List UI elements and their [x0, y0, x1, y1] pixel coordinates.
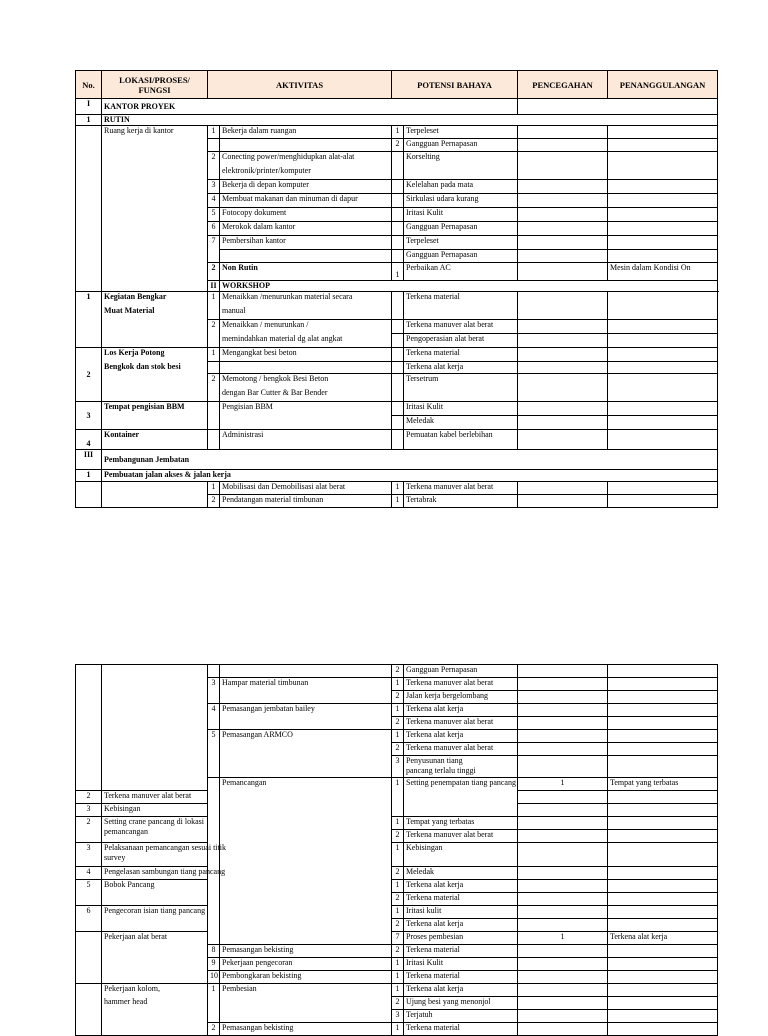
table-row: Pemancangan 1 Setting penempatan tiang pancang 1 Tempat yang terbatas — [76, 778, 718, 791]
table-row: 1 Mobilisasi dan Demobilisasi alat berat 1 Terkena manuver alat berat — [76, 482, 718, 495]
potensi-cell: Gangguan Pernapasan — [404, 139, 518, 152]
header-potensi: POTENSI BAHAYA — [392, 71, 518, 99]
table-row: 1 Kegiatan Bengkar Muat Material 1 Menaikkan /menurunkan material secara manual Terkena material — [76, 292, 718, 320]
table-row: Pekerjaan alat berat 7 Proses pembesian 1 Terkena alat kerja — [76, 932, 718, 945]
section-row: II WORKSHOP — [76, 281, 718, 292]
table-row: 5 Bobok Pancang 1 Terkena alat kerja — [76, 880, 718, 893]
table-row: 4 Pemasangan jembatan bailey 1 Terkena alat kerja — [76, 704, 718, 717]
table-row: 2 Conecting power/menghidupkan alat-alat elektronik/printer/komputer Korselting — [76, 152, 718, 180]
table-row: 4 Pengelasan sambungan tiang pancang 2 Meledak — [76, 867, 718, 880]
header-penanggulangan: PENANGGULANGAN — [608, 71, 718, 99]
risk-table-page2 — [75, 664, 718, 1036]
table-row: 2 Jalan kerja bergelombang — [76, 691, 718, 704]
table-row: 3 Bekerja di depan komputer Kelelahan pada mata — [76, 180, 718, 194]
table-row: Terkena alat kerja — [76, 362, 718, 374]
table-row: 2 Setting crane pancang di lokasi pemancangan 1 Tempat yang terbatas — [76, 817, 718, 830]
aktivitas-cell: Bekerja dalam ruangan — [220, 126, 392, 139]
table-row: 5 Fotocopy dokument Iritasi Kulit — [76, 208, 718, 222]
table-row: 8 Pemasangan bekisting 2 Terkena material — [76, 945, 718, 958]
lokasi-cell: Ruang kerja di kantor — [102, 126, 208, 292]
table-row: 3 Penyusunan tiang pancang terlalu tinggi — [76, 756, 718, 778]
table-row: 2 Pendatangan material timbunan 1 Tertabrak — [76, 495, 718, 508]
header-no: No. — [76, 71, 102, 99]
table-row: 2 Terkena manuver alat berat — [76, 791, 718, 804]
aktivitas-cell: Conecting power/menghidupkan alat-alat elektronik/printer/komputer — [220, 152, 392, 180]
table-row: 2 Los Kerja Potong Bengkok dan stok besi 1 Mengangkat besi beton Terkena material — [76, 348, 718, 362]
table-row: 6 Merokok dalam kantor Gangguan Pernapasan — [76, 222, 718, 236]
table-row: 2 Pemasangan bekisting 1 Terkena material — [76, 1023, 718, 1036]
table-row: 2 Menaikkan / menurunkan / memindahkan material dg alat angkat Terkena manuver alat berat — [76, 320, 718, 334]
table-row: 6 Pengecoran isian tiang pancang 1 Iritasi kulit — [76, 906, 718, 919]
header-lokasi: LOKASI/PROSES/ FUNGSI — [102, 71, 208, 99]
table-row: 2 Ujung besi yang menonjol — [76, 997, 718, 1010]
table-row: 10 Pembongkaran bekisting 1 Terkena material — [76, 971, 718, 984]
table-row: 2 Terkena manuver alat berat — [76, 743, 718, 756]
table-row: 2 Terkena manuver alat berat — [76, 717, 718, 730]
lokasi-cell: Pekerjaan kolom, hammer head — [102, 984, 208, 1036]
table-row: Pekerjaan kolom, hammer head 1 Pembesian 1 Terkena alat kerja — [76, 984, 718, 997]
table-row: 4 Kontainer Administrasi Pemuatan kabel berlebihan — [76, 430, 718, 450]
table-row: 3 Kebisingan — [76, 804, 718, 817]
section-row — [76, 99, 718, 115]
risk-table-page1 — [75, 70, 718, 508]
table-row: 3 Terjatuh — [76, 1010, 718, 1023]
table-row: 2 Gangguan Pernapasan — [76, 139, 718, 152]
lokasi-cell: Pemancangan — [220, 778, 392, 945]
subsection-row — [76, 115, 718, 126]
section-number: I — [76, 99, 102, 115]
table-row: Ruang kerja di kantor 1 Bekerja dalam ruangan 1 Terpeleset — [76, 126, 718, 139]
table-row: 2 Terkena material — [76, 893, 718, 906]
section-row: III Pembangunan Jembatan — [76, 450, 718, 470]
section-title: Pembangunan Jembatan — [102, 450, 718, 470]
header-pencegahan: PENCEGAHAN — [518, 71, 608, 99]
table-header-row — [76, 71, 718, 99]
lokasi-cell: Pekerjaan alat berat — [102, 932, 208, 984]
table-row: 7 Pembersihan kantor Terpeleset — [76, 236, 718, 250]
table-row: 5 Pemasangan ARMCO 1 Terkena alat kerja — [76, 730, 718, 743]
header-aktivitas: AKTIVITAS — [208, 71, 392, 99]
table-row: 9 Pekerjaan pengecoran 1 Iritasi Kulit — [76, 958, 718, 971]
table-row: 2 Non Rutin 1 Perbaikan AC Mesin dalam Kondisi On — [76, 263, 718, 281]
table-row: 3 Pelaksanaan pemancangan sesuai titik survey 1 Kebisingan — [76, 843, 718, 867]
table-row: Pengoperasian alat berat — [76, 334, 718, 348]
table-row: 2 Terkena alat kerja — [76, 919, 718, 932]
subsection-row: 1 Pembuatan jalan akses & jalan kerja — [76, 470, 718, 482]
potensi-cell: Terpeleset — [404, 126, 518, 139]
table-row: 2 Memotong / bengkok Besi Beton dengan Bar Cutter & Bar Bender Tersetrum — [76, 374, 718, 402]
table-row: 3 Hampar material timbunan 1 Terkena manuver alat berat — [76, 678, 718, 691]
table-row: 3 Tempat pengisian BBM Pengisian BBM Iritasi Kulit — [76, 402, 718, 416]
table-row: 4 Membuat makanan dan minuman di dapur Sirkulasi udara kurang — [76, 194, 718, 208]
potensi-cell: Korselting — [404, 152, 518, 180]
section-title: WORKSHOP — [220, 281, 718, 292]
table-row: 2 Gangguan Pernapasan — [76, 665, 718, 678]
section-title: KANTOR PROYEK — [102, 99, 518, 115]
table-row: Gangguan Pernapasan — [76, 250, 718, 263]
table-row: Meledak — [76, 416, 718, 430]
subsection-title: RUTIN — [102, 115, 718, 126]
table-row: 2 Terkena manuver alat berat — [76, 830, 718, 843]
subsection-number: 1 — [76, 115, 102, 126]
